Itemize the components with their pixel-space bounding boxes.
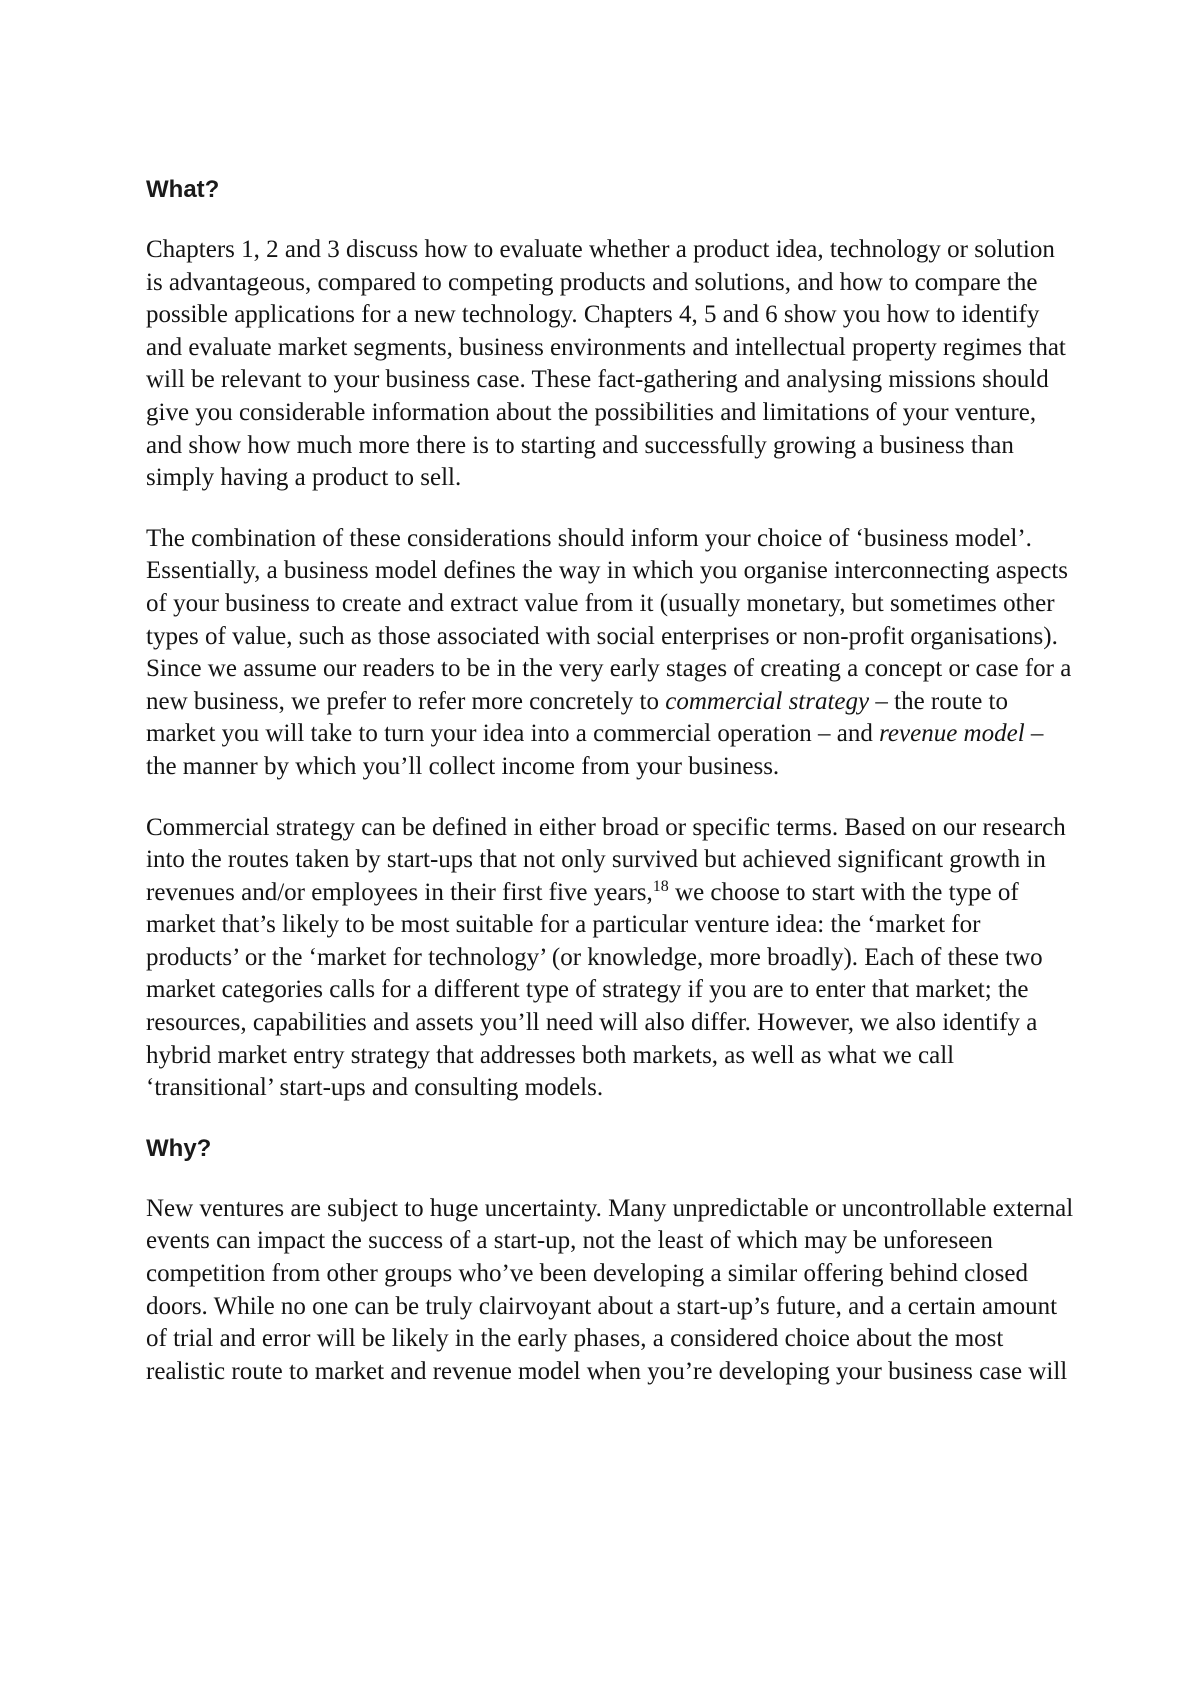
paragraph-what-2-text-3: – the manner by which you’ll collect income from your business.: [146, 720, 1044, 780]
paragraph-what-3: [146, 812, 1076, 1105]
paragraph-what-3-text-2: we choose to start with the type of market that’s likely to be most suitable for a particular venture idea: the ‘market for products’ or the ‘market for technology’ (or knowledge, more broadly). Each of these two market categories calls for a different type of strategy if you are to enter that market; the resources, capabilities and assets you’ll need will also differ. However, we also identify a hybrid market entry strategy that addresses both markets, as well as what we call ‘transitional’ start-ups and consulting models.: [146, 878, 1043, 1102]
paragraph-what-2-text-2: – the route to market you will take to turn your idea into a commercial operation – and: [146, 687, 1008, 748]
document-body: [146, 174, 1076, 1416]
footnote-marker: 18: [652, 877, 669, 895]
paragraph-what-2: [146, 523, 1076, 784]
heading-why: Why?: [146, 1134, 212, 1162]
heading-what: What?: [146, 176, 220, 203]
paragraph-what-1: Chapters 1, 2 and 3 discuss how to evaluate whether a product idea, technology or solution is advantageous, compared to competing products and solutions, and how to compare the possible applications for a new technology. Chapters 4, 5 and 6 show you how to identify and evaluate market segments, business environments and intellectual property regimes that will be relevant to your business case. These fact-gathering and analysing missions should give you considerable information about the possibilities and limitations of your venture, and show how much more there is to starting and successfully growing a business than simply having a product to sell.: [146, 236, 1066, 492]
paragraph-why-1: New ventures are subject to huge uncertainty. Many unpredictable or uncontrollable external events can impact the success of a start-up, not the least of which may be unforeseen competition from other groups who’ve been developing a similar offering behind closed doors. While no one can be truly clairvoyant about a start-up’s future, and a certain amount of trial and error will be likely in the early phases, a considered choice about the most realistic route to market and revenue model when you’re developing your business case will: [146, 1194, 1074, 1385]
paragraph-what-3-text-1: Commercial strategy can be defined in either broad or specific terms. Based on our research into the routes taken by start-ups that not only survived but achieved significant growth in revenues and/or employees in their first five years,: [146, 813, 1066, 906]
term-commercial-strategy: commercial strategy: [665, 687, 870, 715]
paragraph-what-2-text-1: The combination of these considerations should inform your choice of ‘business model’. Essentially, a business model defines the way in which you organise interconnecting aspects of your business to create and extract value from it (usually monetary, but sometimes other types of value, such as those associated with social enterprises or non-profit organisations). Since we assume our readers to be in the very early stages of creating a concept or case for a new business, we prefer to refer more concretely to: [146, 524, 1072, 715]
term-revenue-model: revenue model: [879, 720, 1025, 748]
